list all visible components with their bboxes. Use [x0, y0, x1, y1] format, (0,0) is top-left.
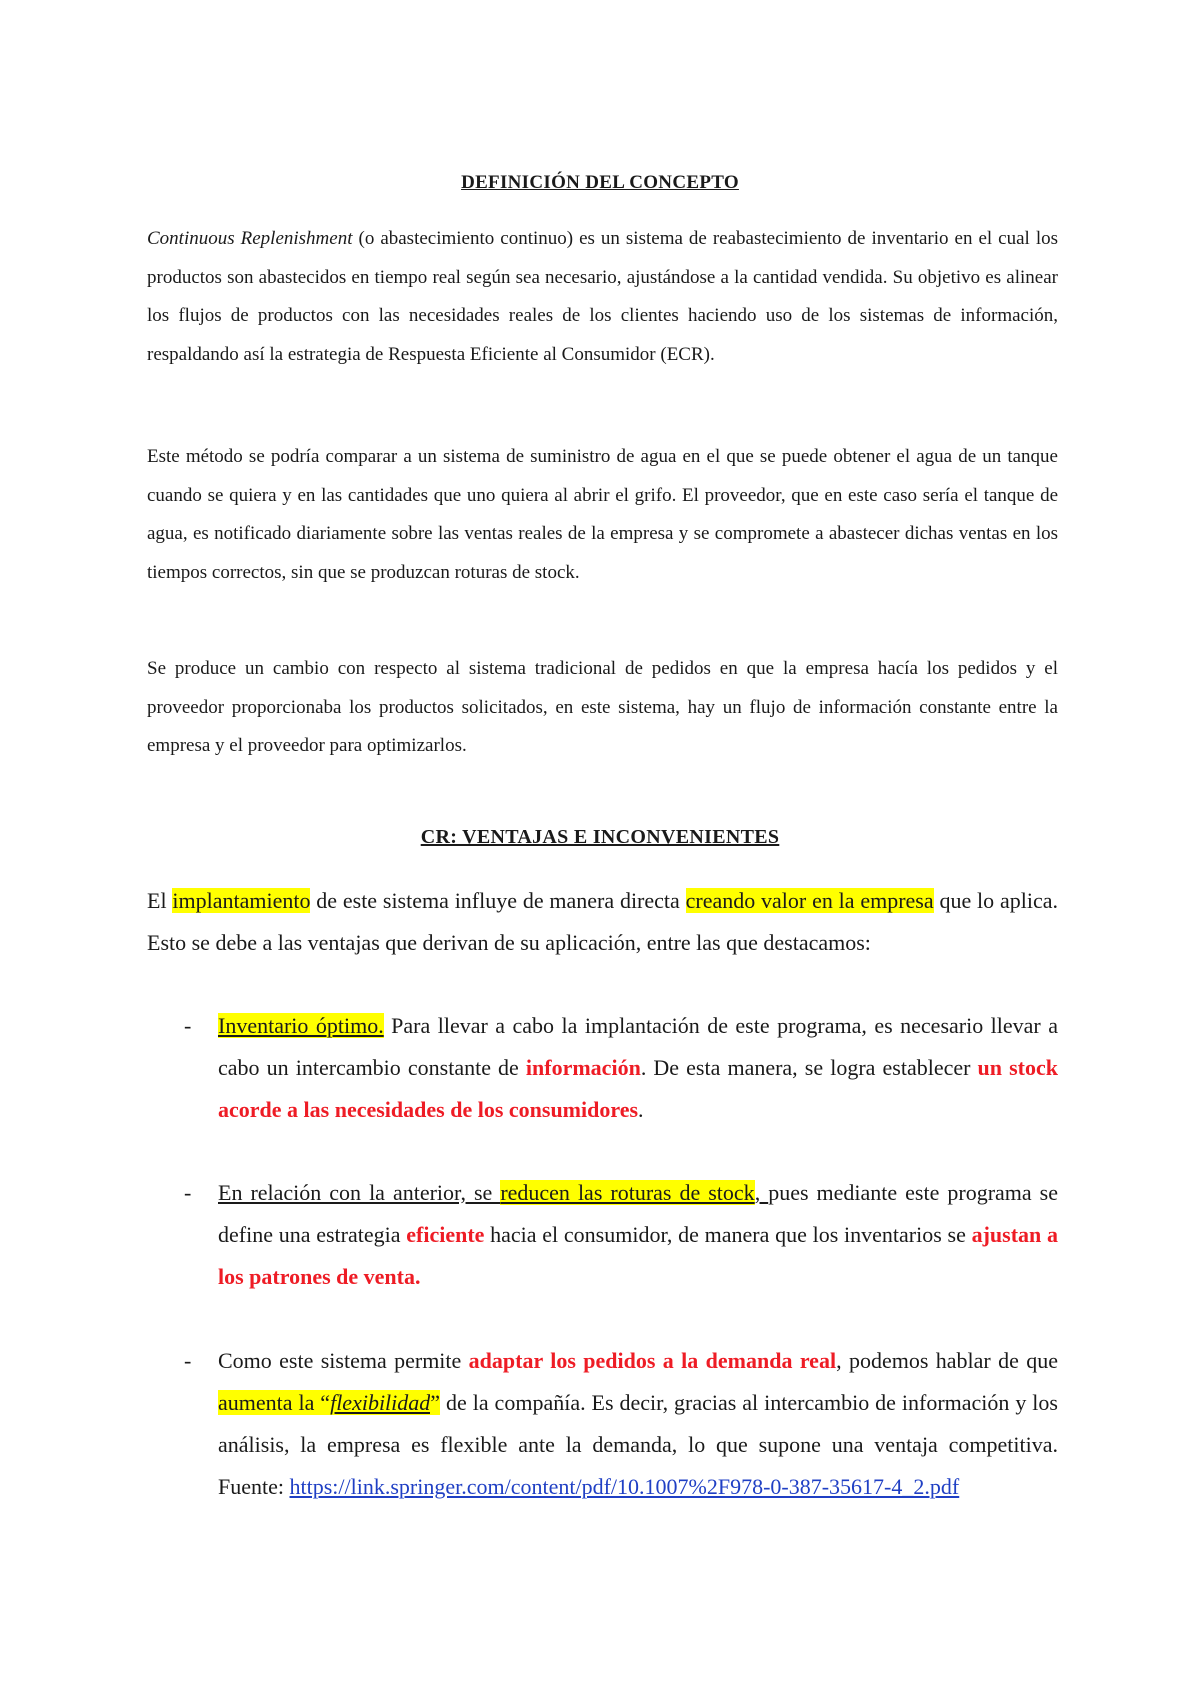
- highlight-creando-valor: creando valor en la empresa: [685, 888, 934, 913]
- bullet3-text-1: Como este sistema permite: [218, 1348, 469, 1373]
- bullet1-red-informacion: información: [525, 1055, 641, 1080]
- intro-text-2: de este sistema influye de manera directa: [310, 888, 686, 913]
- bullet-roturas-stock: [218, 1172, 1058, 1298]
- intro-text-3: que lo aplica. Esto se debe a las ventajas que derivan de su aplicación, entre las que destacamos:: [147, 888, 1058, 955]
- bullet-marker-2: -: [184, 1180, 192, 1205]
- bullet1-text-3: .: [638, 1097, 644, 1122]
- paragraph-intro: [147, 880, 1058, 964]
- bullet-inventario-optimo: [218, 1005, 1058, 1131]
- bullet1-text-2: . De esta manera, se logra establecer: [640, 1055, 978, 1080]
- bullet3-text-3: de la compañía. Es decir, gracias al intercambio de información y los análisis, la empresa es flexible ante la demanda, lo que supone una ventaja competitiva. Fuente:: [218, 1390, 1058, 1499]
- bullet1-red-stock: un stock acorde a las necesidades de los consumidores: [218, 1055, 1058, 1122]
- paragraph-water-analogy: Este método se podría comparar a un sistema de suministro de agua en el que se puede obtener el agua de un tanque cuando se quiera y en las cantidades que uno quiera al abrir el grifo. El proveedor, que en este caso sería el tanque de agua, es notificado diariamente sobre las ventas reales de la empresa y se compromete a abastecer dichas ventas en los tiempos correctos, sin que se produzcan roturas de stock.: [147, 446, 1058, 583]
- bullet2-underlined-2: ,: [754, 1180, 769, 1205]
- bullet3-text-2: , podemos hablar de que: [836, 1348, 1058, 1373]
- term-continuous-replenishment: Continuous Replenishment: [147, 228, 353, 249]
- bullet2-text-2: hacia el consumidor, de manera que los inventarios se: [484, 1222, 972, 1247]
- bullet-marker-3: -: [184, 1348, 192, 1373]
- highlight-implantamiento: implantamiento: [172, 888, 311, 913]
- intro-text-1: El: [147, 888, 173, 913]
- paragraph-definition: [147, 220, 1058, 374]
- bullet-flexibilidad: [218, 1340, 1058, 1508]
- bullet1-title: Inventario óptimo.: [218, 1013, 384, 1038]
- bullet1-text-1: Para llevar a cabo la implantación de este programa, es necesario llevar a cabo un intercambio constante de: [218, 1013, 1058, 1080]
- definition-text: (o abastecimiento continuo) es un sistema de reabastecimiento de inventario en el cual los productos son abastecidos en tiempo real según sea necesario, ajustándose a la cantidad vendida. Su objetivo es alinear los flujos de productos con las necesidades reales de los clientes haciendo uso de los sistemas de información, respaldando así la estrategia de Respuesta Eficiente al Consumidor (ECR).: [147, 228, 1058, 365]
- bullet-marker-1: -: [184, 1013, 192, 1038]
- heading-definicion: DEFINICIÓN DEL CONCEPTO: [461, 172, 739, 193]
- heading-ventajas: CR: VENTAJAS E INCONVENIENTES: [420, 826, 780, 848]
- bullet2-underlined-1: En relación con la anterior, se: [218, 1180, 501, 1205]
- bullet3-red-demanda: adaptar los pedidos a la demanda real: [468, 1348, 837, 1373]
- bullet3-highlight-quote: ”: [430, 1390, 441, 1415]
- paragraph-traditional-change: Se produce un cambio con respecto al sistema tradicional de pedidos en que la empresa hacía los pedidos y el proveedor proporcionaba los productos solicitados, en este sistema, hay un flujo de información constante entre la empresa y el proveedor para optimizarlos.: [147, 658, 1058, 757]
- bullet2-red-eficiente: eficiente: [406, 1222, 485, 1247]
- bullet2-red-patrones: ajustan a los patrones de venta.: [218, 1222, 1059, 1289]
- bullet3-highlight-aumenta: aumenta la “: [218, 1390, 331, 1415]
- source-link[interactable]: https://link.springer.com/content/pdf/10.1007%2F978-0-387-35617-4_2.pdf: [289, 1474, 960, 1499]
- bullet2-highlight-roturas: reducen las roturas de stock: [500, 1180, 755, 1205]
- bullet2-text-1: pues mediante este programa se define una estrategia: [218, 1180, 1059, 1247]
- bullet3-highlight-flexibilidad: flexibilidad: [330, 1390, 431, 1415]
